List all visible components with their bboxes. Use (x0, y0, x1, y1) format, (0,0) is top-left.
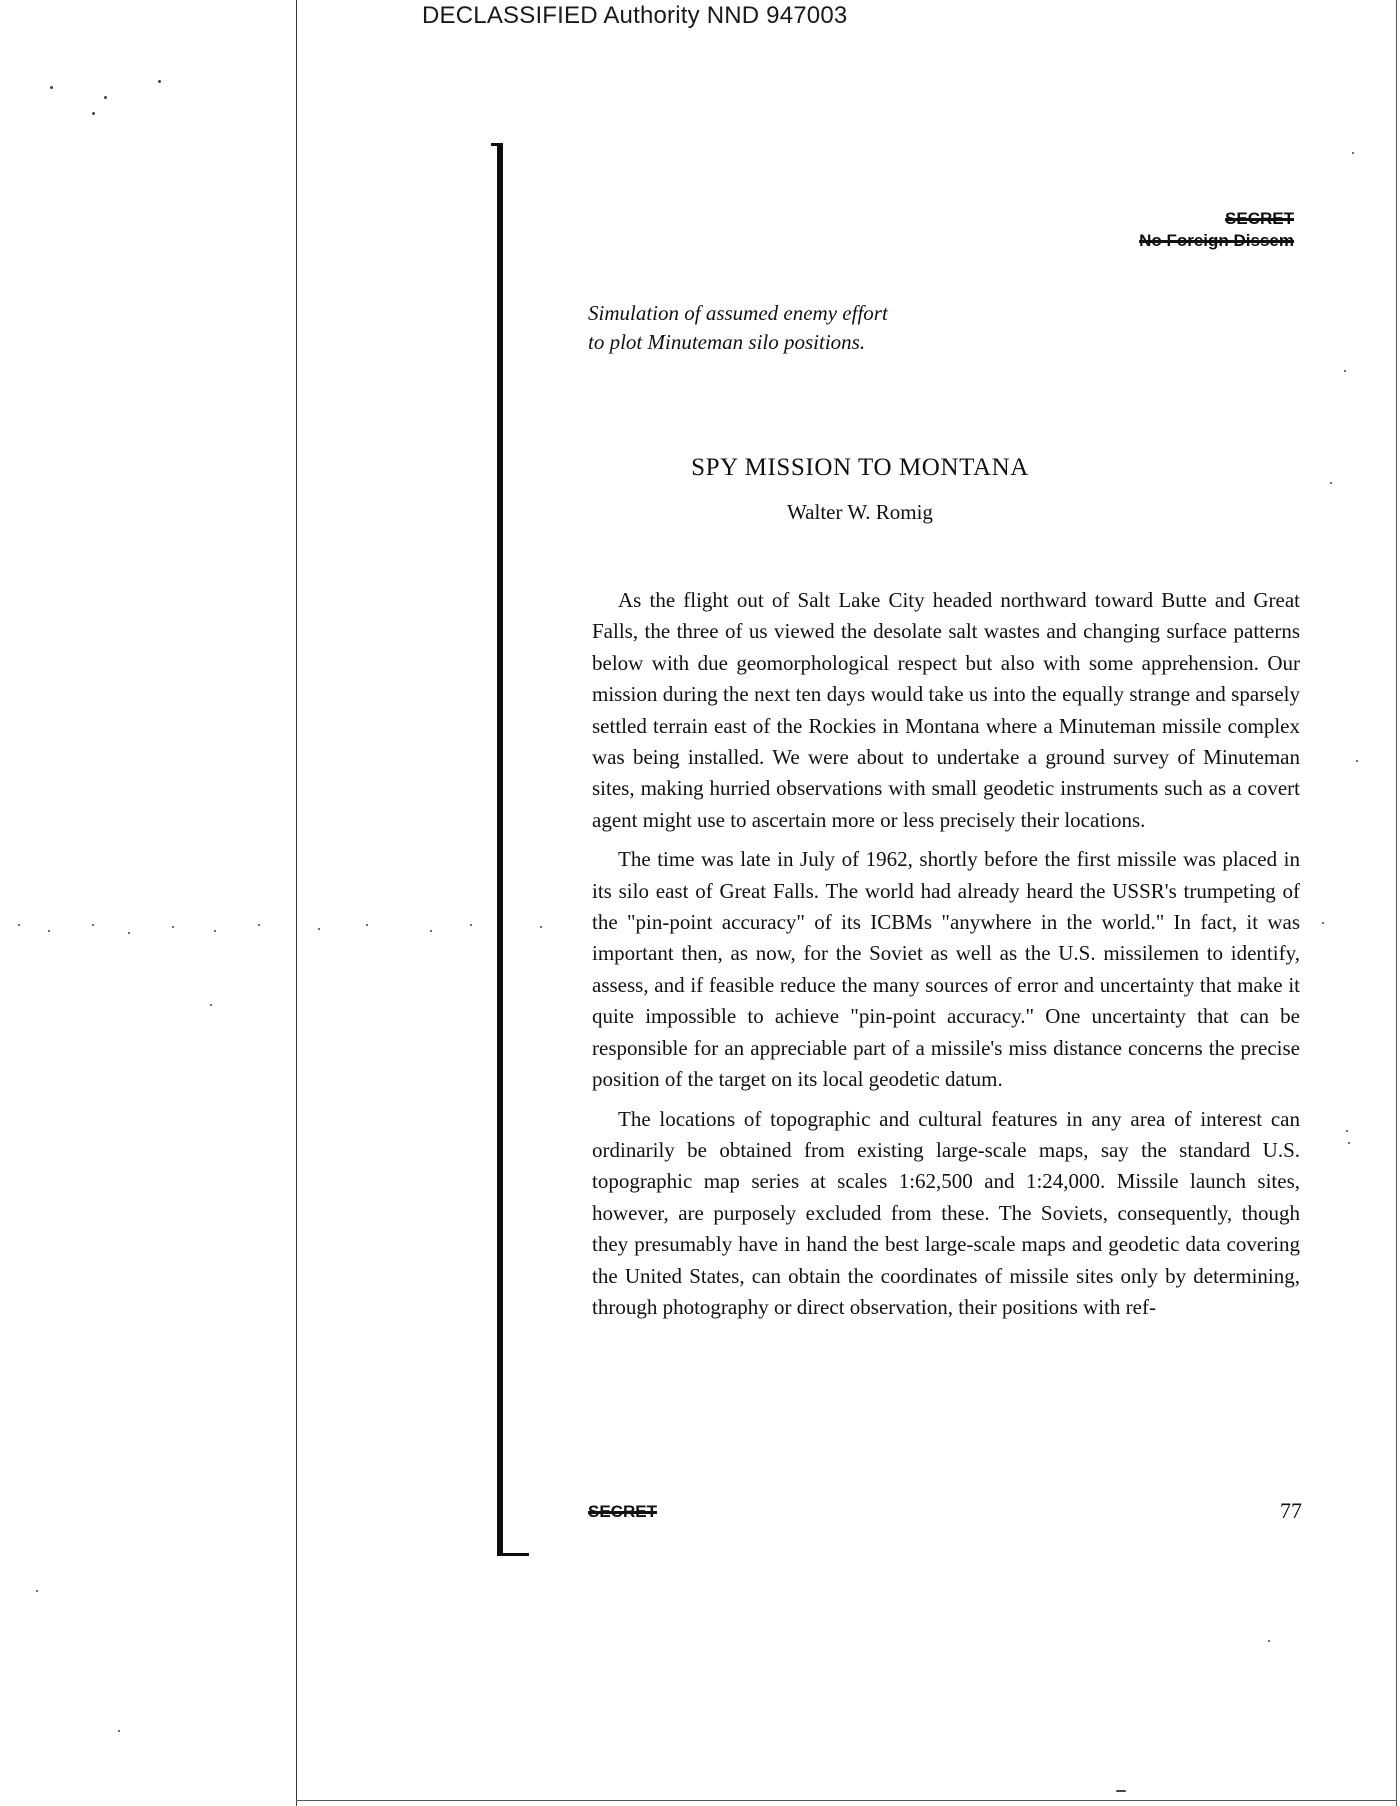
caption-line: Simulation of assumed enemy effort (588, 301, 888, 325)
binding-bar (497, 143, 503, 1556)
figure-caption (588, 299, 1008, 357)
paragraph: The time was late in July of 1962, shortly before the first missile was placed in its silo east of Great Falls. The world had already heard the USSR's trumpeting of the "pin-point accuracy" of its ICBMs "anywhere in the world." In fact, it was important then, as now, for the Soviet as well as the U.S. missilemen to identify, assess, and if feasible reduce the many sources of error and uncertainty that make it quite impossible to achieve "pin-point accuracy." One uncertainty that can be responsible for an appreciable part of a missile's miss distance concerns the precise position of the target on its local geodetic datum. (592, 847, 1300, 1092)
dissemination-control: No Foreign Dissem (1139, 231, 1294, 250)
page-number: 77 (1280, 1498, 1302, 1523)
speckle (258, 924, 260, 926)
speckle (1116, 1790, 1126, 1792)
scan-edge-right (1396, 0, 1397, 1806)
speckle (158, 80, 161, 83)
speckle (1322, 922, 1324, 924)
scan-edge-bottom (296, 1800, 1396, 1801)
speckle (1348, 1142, 1350, 1144)
speckle (1268, 1640, 1270, 1642)
paragraph: As the flight out of Salt Lake City headed northward toward Butte and Great Falls, the three of us viewed the desolate salt wastes and changing surface patterns below with due geomorphological respect but also with some apprehension. Our mission during the next ten days would take us into the equally strange and sparsely settled terrain east of the Rockies in Montana where a Minuteman missile complex was being installed. We were about to undertake a ground survey of Minuteman sites, making hurried observations with small geodetic instruments such as a covert agent might use to ascertain more or less precisely their locations. (592, 588, 1300, 832)
speckle (1344, 370, 1346, 372)
speckle (366, 924, 368, 926)
speckle (540, 926, 542, 928)
classification-footer: SECRET (588, 1502, 657, 1521)
classification-header (1139, 208, 1294, 252)
article-author: Walter W. Romig (787, 500, 933, 524)
speckle (104, 96, 107, 99)
speckle (210, 1004, 212, 1006)
speckle (1352, 152, 1354, 154)
speckle (1346, 1130, 1348, 1132)
speckle (172, 926, 174, 928)
speckle (1356, 760, 1358, 762)
speckle (318, 928, 320, 930)
speckle (36, 1590, 38, 1592)
speckle (128, 932, 130, 934)
speckle (470, 924, 472, 926)
scan-edge-left (296, 0, 297, 1806)
speckle (92, 924, 94, 926)
binding-bar-bottom-cap (503, 1553, 529, 1556)
declassification-stamp: DECLASSIFIED Authority NND 947003 (422, 2, 848, 29)
speckle (18, 924, 20, 926)
speckle (48, 930, 50, 932)
speckle (92, 112, 95, 115)
speckle (214, 930, 216, 932)
paragraph: The locations of topographic and cultural features in any area of interest can ordinarily be obtained from existing large-scale maps, say the standard U.S. topographic map series at scales 1:62,500 and 1:24,000. Missile launch sites, however, are purposely excluded from these. The Soviets, consequently, though they presumably have in hand the best large-scale maps and geodetic data covering the United States, can obtain the coordinates of missile sites only by determining, through photography or direct observation, their positions with ref- (592, 1106, 1300, 1319)
classification-level: SECRET (1225, 209, 1294, 228)
article-body (592, 585, 1300, 1331)
speckle (118, 1730, 120, 1732)
caption-line: to plot Minuteman silo positions. (588, 330, 866, 354)
speckle (50, 86, 53, 89)
speckle (430, 930, 432, 932)
speckle (1330, 482, 1332, 484)
article-title: SPY MISSION TO MONTANA (691, 454, 1029, 481)
